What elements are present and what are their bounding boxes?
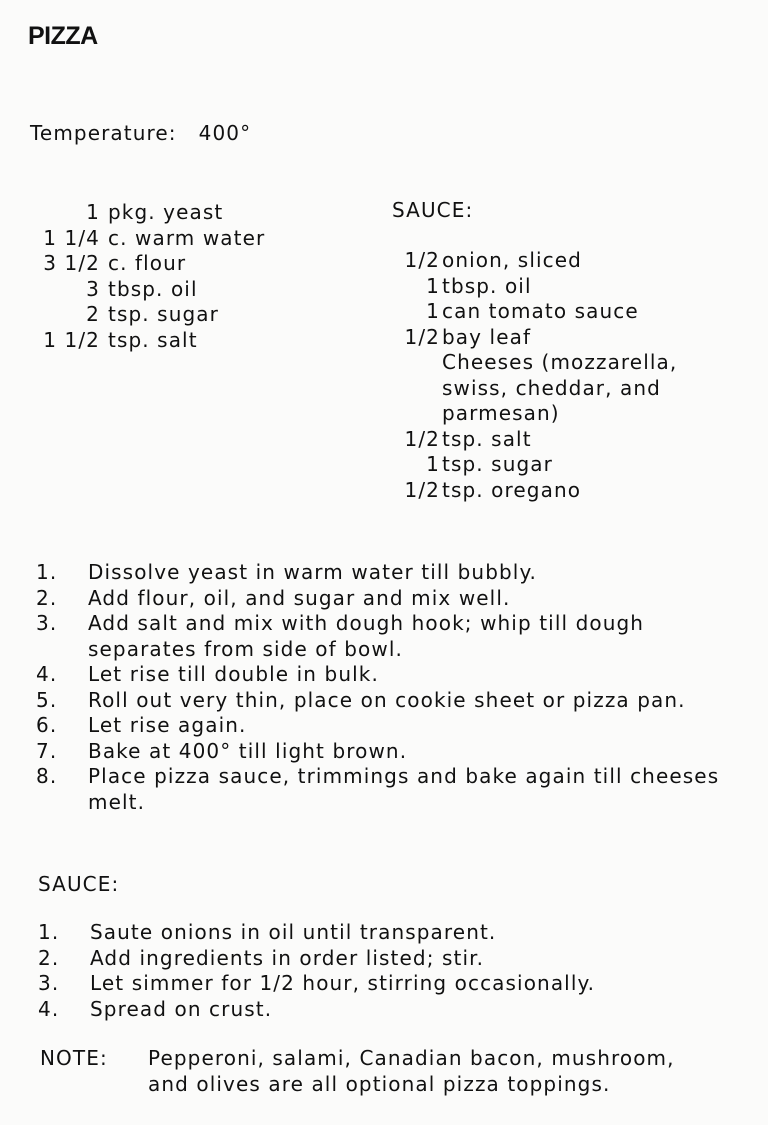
sauce-ingredient-row [392,452,677,478]
sauce-ingredient-row [392,478,677,504]
sauce-ingredient-item: tbsp. oil [442,273,532,298]
step-number: 4. [38,996,60,1021]
ingredient-item: c. warm water [108,225,266,250]
temperature-value: 400° [198,121,252,145]
sauce-ingredient-row [392,274,677,300]
sauce-ingredient-row [392,299,677,325]
sauce-step-item [38,920,738,946]
sauce-steps-heading: SAUCE: [38,872,120,896]
ingredient-row [30,200,265,226]
ingredient-item: tsp. sugar [108,302,219,326]
ingredient-row [30,302,265,328]
sauce-step-item [38,971,738,997]
sauce-ingredient-qty: 1 [426,299,440,323]
ingredient-qty: 1 1/2 [43,327,100,352]
step-item [36,713,736,739]
step-text: Saute onions in oil until transparent. [90,920,497,944]
temperature-label: Temperature: [30,121,177,145]
sauce-ingredient-qty: 1/2 [404,477,440,502]
ingredient-item: tbsp. oil [108,276,198,301]
sauce-step-item [38,997,738,1023]
note-text: Pepperoni, salami, Canadian bacon, mushroom, and olives are all optional pizza toppings. [148,1046,675,1096]
sauce-ingredient-row [392,350,677,427]
step-text: Place pizza sauce, trimmings and bake again till cheeses melt. [88,764,720,814]
step-item [36,611,736,662]
ingredient-row [30,328,265,354]
ingredient-item: c. flour [108,251,187,275]
step-text: Roll out very thin, place on cookie sheet or pizza pan. [88,687,686,712]
ingredient-qty: 3 1/2 [43,251,100,275]
sauce-ingredient-qty: 1 [426,452,440,476]
sauce-ingredient-item: tsp. salt [442,426,532,451]
step-number: 2. [36,585,58,610]
sauce-step-item [38,946,738,972]
ingredient-row [30,277,265,303]
sauce-ingredients-heading: SAUCE: [392,198,474,222]
step-number: 6. [36,713,58,737]
sauce-ingredient-qty: 1/2 [404,248,440,272]
ingredient-row [30,251,265,277]
sauce-ingredient-item: bay leaf [442,324,532,349]
note-label: NOTE: [40,1046,108,1070]
step-item [36,586,736,612]
step-text: Add flour, oil, and sugar and mix well. [88,585,511,610]
sauce-ingredients-list [392,248,677,503]
ingredient-qty: 2 [86,302,100,326]
dough-steps-list [36,560,736,815]
sauce-ingredient-item: tsp. oregano [442,477,582,502]
sauce-ingredient-qty: 1 [426,273,440,298]
step-item [36,764,736,815]
step-item [36,560,736,586]
note-block [40,1046,675,1097]
ingredient-qty: 1 1/4 [43,225,100,250]
sauce-ingredient-qty: 1/2 [404,324,440,349]
step-text: Add salt and mix with dough hook; whip till dough separates from side of bowl. [88,611,645,661]
step-number: 2. [38,945,60,970]
ingredient-qty: 3 [86,276,100,301]
sauce-ingredient-row [392,427,677,453]
step-text: Let rise till double in bulk. [88,662,379,686]
sauce-ingredient-row [392,248,677,274]
ingredient-row [30,226,265,252]
step-number: 5. [36,687,58,712]
sauce-ingredient-qty: 1/2 [404,426,440,451]
sauce-ingredient-item: can tomato sauce [442,299,639,323]
step-number: 1. [36,560,58,584]
sauce-ingredient-row [392,325,677,351]
step-number: 8. [36,764,58,788]
temperature-line [30,121,251,147]
ingredient-item: pkg. yeast [108,200,224,224]
ingredient-qty: 1 [86,200,100,224]
step-text: Let rise again. [88,713,247,737]
sauce-ingredient-item: Cheeses (mozzarella, swiss, cheddar, and parmesan) [442,350,678,425]
step-number: 7. [36,738,58,763]
step-item [36,739,736,765]
step-text: Dissolve yeast in warm water till bubbly. [88,560,537,584]
step-text: Bake at 400° till light brown. [88,738,408,763]
step-text: Let simmer for 1/2 hour, stirring occasionally. [90,971,596,995]
page-title: PIZZA [28,22,98,50]
sauce-ingredient-item: onion, sliced [442,248,582,272]
step-number: 1. [38,920,60,944]
step-item [36,662,736,688]
step-number: 3. [38,971,60,995]
step-text: Add ingredients in order listed; stir. [90,945,485,970]
step-number: 4. [36,662,58,686]
step-text: Spread on crust. [90,996,273,1021]
step-number: 3. [36,611,58,635]
sauce-steps-list [38,920,738,1022]
ingredient-item: tsp. salt [108,327,198,352]
sauce-ingredient-qty [392,350,442,427]
sauce-ingredient-item: tsp. sugar [442,452,553,476]
step-item [36,688,736,714]
dough-ingredients-list [30,200,265,353]
